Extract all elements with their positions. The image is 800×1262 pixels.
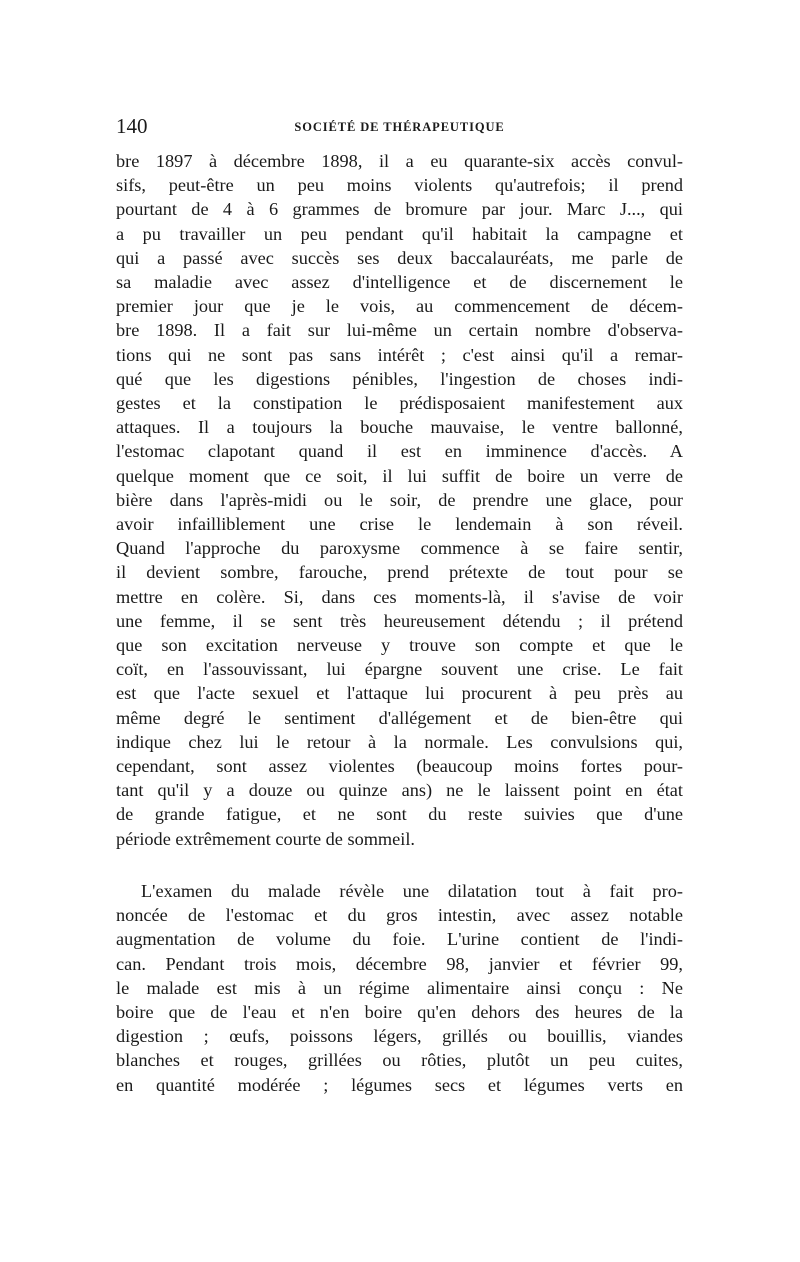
text-line: mettre en colère. Si, dans ces moments-là, il s'avise de voir xyxy=(116,586,683,607)
text-line: que son excitation nerveuse y trouve son compte et que le xyxy=(116,635,683,656)
text-line: gestes et la constipation le prédisposaient manifestement aux xyxy=(116,393,683,414)
text-line: l'estomac clapotant quand il est en imminence d'accès. A xyxy=(116,441,683,462)
text-line: même degré le sentiment d'allégement et de bien-être qui xyxy=(116,707,683,728)
text-line: noncée de l'estomac et du gros intestin, avec assez notable xyxy=(116,905,683,926)
text-line: tant qu'il y a douze ou quinze ans) ne le laissent point en état xyxy=(116,780,683,801)
text-line: augmentation de volume du foie. L'urine contient de l'indi- xyxy=(116,929,683,950)
text-line: attaques. Il a toujours la bouche mauvaise, le ventre ballonné, xyxy=(116,417,683,438)
page-header xyxy=(116,114,683,148)
text-line: il devient sombre, farouche, prend prétexte de tout pour se xyxy=(116,562,683,583)
text-line: premier jour que je le vois, au commencement de décem- xyxy=(116,296,683,317)
text-line: bre 1897 à décembre 1898, il a eu quarante-six accès convul- xyxy=(116,151,683,171)
text-line: tions qui ne sont pas sans intérêt ; c'est ainsi qu'il a remar- xyxy=(116,344,683,365)
text-line: coït, en l'assouvissant, lui épargne souvent une crise. Le fait xyxy=(116,659,683,680)
text-line: de grande fatigue, et ne sont du reste suivies que d'une xyxy=(116,804,683,825)
text-line: indique chez lui le retour à la normale. Les convulsions qui, xyxy=(116,731,683,752)
text-line: quelque moment que ce soit, il lui suffit de boire un verre de xyxy=(116,465,683,486)
text-line: Quand l'approche du paroxysme commence à se faire sentir, xyxy=(116,538,683,559)
text-line: est que l'acte sexuel et l'attaque lui procurent à peu près au xyxy=(116,683,683,704)
text-line: pourtant de 4 à 6 grammes de bromure par jour. Marc J..., qui xyxy=(116,199,683,220)
text-line: can. Pendant trois mois, décembre 98, janvier et février 99, xyxy=(116,953,683,974)
text-line: digestion ; œufs, poissons légers, grillés ou bouillis, viandes xyxy=(116,1026,683,1047)
paragraph-1 xyxy=(116,149,683,851)
text-line: bière dans l'après-midi ou le soir, de prendre une glace, pour xyxy=(116,489,683,510)
text-line: en quantité modérée ; légumes secs et légumes verts en xyxy=(116,1074,683,1095)
text-line: boire que de l'eau et n'en boire qu'en dehors des heures de la xyxy=(116,1001,683,1022)
text-line: avoir infailliblement une crise le lendemain à son réveil. xyxy=(116,514,683,535)
text-line: blanches et rouges, grillées ou rôties, plutôt un peu cuites, xyxy=(116,1050,683,1071)
running-head: SOCIÉTÉ DE THÉRAPEUTIQUE xyxy=(294,120,505,134)
page-number: 140 xyxy=(116,114,148,138)
text-line: qué que les digestions pénibles, l'ingestion de choses indi- xyxy=(116,368,683,389)
paragraph-2 xyxy=(116,879,683,1097)
book-page xyxy=(116,114,683,1097)
text-line: cependant, sont assez violentes (beaucoup moins fortes pour- xyxy=(116,756,683,777)
text-line: le malade est mis à un régime alimentaire ainsi conçu : Ne xyxy=(116,977,683,998)
text-line: a pu travailler un peu pendant qu'il habitait la campagne et xyxy=(116,223,683,244)
text-line: L'examen du malade révèle une dilatation tout à fait pro- xyxy=(141,880,683,901)
text-line: sifs, peut-être un peu moins violents qu'autrefois; il prend xyxy=(116,175,683,196)
text-line: période extrêmement courte de sommeil. xyxy=(116,828,415,849)
text-line: qui a passé avec succès ses deux baccalauréats, me parle de xyxy=(116,247,683,268)
text-line: une femme, il se sent très heureusement détendu ; il prétend xyxy=(116,610,683,631)
text-line: sa maladie avec assez d'intelligence et de discernement le xyxy=(116,272,683,293)
text-line: bre 1898. Il a fait sur lui-même un certain nombre d'observa- xyxy=(116,320,683,341)
